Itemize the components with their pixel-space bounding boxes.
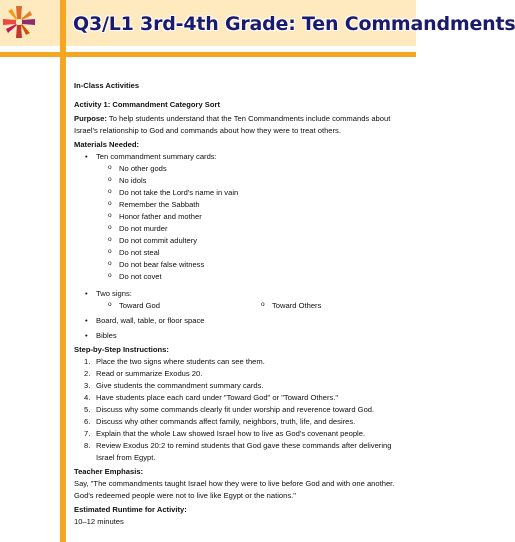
runtime-heading: Estimated Runtime for Activity: xyxy=(74,505,187,514)
card-item: o No idols xyxy=(119,175,410,187)
step-item: 5. Discuss why some commands clearly fit under worship and reverence toward God. xyxy=(96,404,410,416)
activity-title: Activity 1: Commandment Category Sort xyxy=(74,100,220,109)
in-class-heading: In-Class Activities xyxy=(74,81,140,90)
step-item: 1. Place the two signs where students can see them. xyxy=(96,356,410,368)
materials-item-board: • Board, wall, table, or floor space xyxy=(96,315,410,327)
step-item: 3. Give students the commandment summary cards. xyxy=(96,380,410,392)
materials-item-signs xyxy=(96,288,410,312)
steps-list xyxy=(74,356,410,464)
cards-label: Ten commandment summary cards: xyxy=(96,152,217,161)
page-title: Q3/L1 3rd-4th Grade: Ten Commandments xyxy=(73,13,515,35)
step-item: 2. Read or summarize Exodus 20. xyxy=(96,368,410,380)
purpose-text: To help students understand that the Ten Commandments include commands about Israel's relationship to God and commands about how they were to treat others. xyxy=(74,114,391,135)
step-item: 4. Have students place each card under "Toward God" or "Toward Others." xyxy=(96,392,410,404)
step-item: 7. Explain that the whole Law showed Israel how to live as God's covenant people. xyxy=(96,428,410,440)
cross-bar-vertical xyxy=(60,0,66,542)
materials-heading: Materials Needed: xyxy=(74,140,139,149)
signs-label: Two signs: xyxy=(96,289,132,298)
steps-heading: Step-by-Step Instructions: xyxy=(74,345,169,354)
card-item: o Do not bear false witness xyxy=(119,259,410,271)
materials-item-bibles: • Bibles xyxy=(96,330,410,342)
card-item: o Do not murder xyxy=(119,223,410,235)
card-item: o Do not covet xyxy=(119,271,410,283)
emphasis-heading: Teacher Emphasis: xyxy=(74,467,144,476)
card-item: o Do not take the Lord's name in vain xyxy=(119,187,410,199)
signs-row xyxy=(96,300,410,312)
card-item: o No other gods xyxy=(119,163,410,175)
cards-list xyxy=(96,163,410,283)
materials-list xyxy=(74,151,410,342)
step-item: 6. Discuss why other commands affect family, neighbors, truth, life, and desires. xyxy=(96,416,410,428)
card-item: o Do not commit adultery xyxy=(119,235,410,247)
sign-col-1 xyxy=(96,300,249,312)
cross-logo-icon xyxy=(2,4,36,40)
emphasis-text: Say, "The commandments taught Israel how they were to live before God and with one another. God's redeemed people were not to live like Egypt or the nations." xyxy=(74,479,395,500)
runtime-value: 10–12 minutes xyxy=(74,517,124,526)
sign-item: o Toward God xyxy=(119,300,249,312)
card-item: o Honor father and mother xyxy=(119,211,410,223)
step-item: 8. Review Exodus 20:2 to remind students that God gave these commands after delivering Israel from Egypt. xyxy=(96,440,410,464)
purpose-paragraph xyxy=(74,113,410,137)
sign-col-2 xyxy=(249,300,321,312)
card-item: o Remember the Sabbath xyxy=(119,199,410,211)
sign-item: o Toward Others xyxy=(272,300,321,312)
purpose-label: Purpose: xyxy=(74,114,107,123)
lesson-content xyxy=(74,78,410,528)
card-item: o Do not steal xyxy=(119,247,410,259)
materials-item-cards xyxy=(96,151,410,283)
